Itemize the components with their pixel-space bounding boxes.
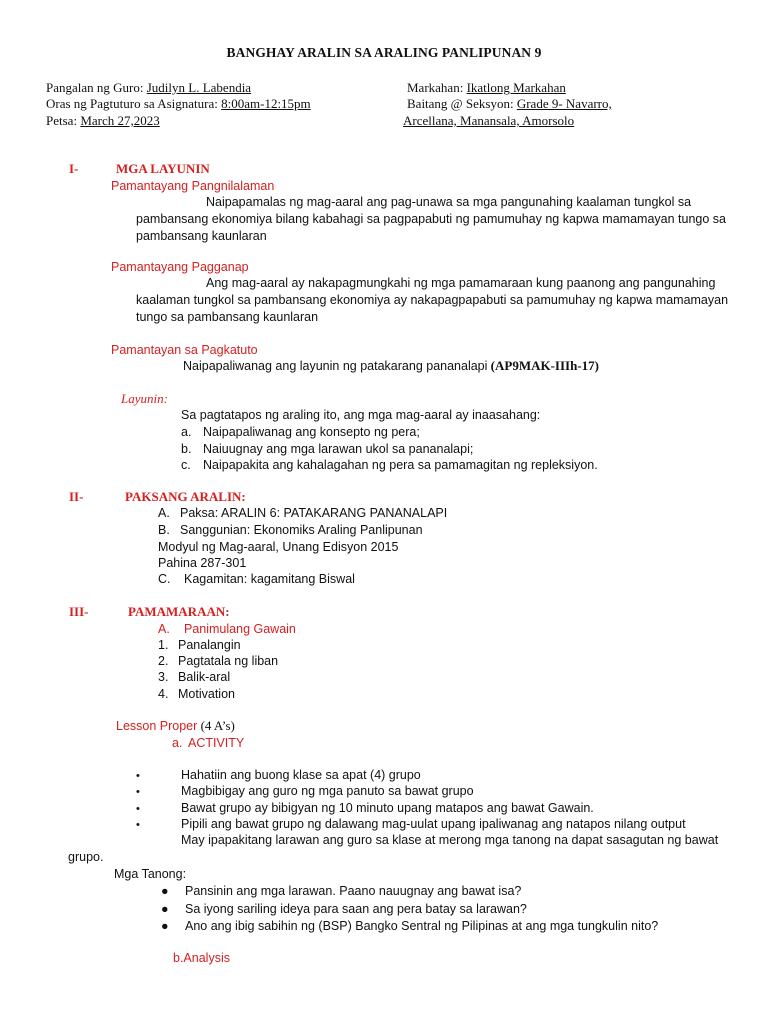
step-text: Balik-aral [178, 670, 231, 684]
bullet-text: Bawat grupo ay bibigyan ng 10 minuto upang matapos ang bawat Gawain. [181, 801, 594, 815]
date-label: Petsa: [46, 113, 78, 128]
performance-standard-line: Ang mag-aaral ay nakapagmungkahi ng mga pamamaraan kung paanong ang pangunahing [206, 276, 716, 290]
date-value: March 27,2023 [80, 113, 160, 128]
quarter-row [407, 80, 566, 96]
activity-bullet [136, 816, 686, 833]
step-number: 2. [158, 654, 169, 668]
objective-letter: c. [181, 458, 191, 472]
step-item [158, 653, 278, 669]
learning-standard-label: Pamantayan sa Pagkatuto [111, 343, 258, 357]
objectives-label: Layunin: [121, 391, 168, 406]
bullet-text: Pipili ang bawat grupo ng dalawang mag-uulat upang ipaliwanag ang natapos nilang output [181, 817, 686, 831]
performance-standard-label: Pamantayang Pagganap [111, 260, 249, 274]
activity-letter: a. [172, 736, 183, 750]
continuation-line-2: grupo. [68, 850, 104, 864]
performance-standard-line: tungo sa pambansang kaunlaran [136, 310, 319, 324]
activity-title: ACTIVITY [188, 736, 245, 750]
performance-standard-text [136, 275, 728, 326]
learning-standard-row [183, 358, 599, 374]
bullet-icon: • [136, 803, 140, 815]
step-number: 1. [158, 638, 169, 652]
learning-standard-code: (AP9MAK-IIIh-17) [490, 358, 599, 373]
quarter-value: Ikatlong Markahan [466, 80, 566, 95]
teacher-row [46, 80, 251, 96]
question-item [161, 901, 527, 917]
objective-item [181, 457, 598, 473]
activity-row [172, 735, 244, 751]
step-item [158, 686, 235, 702]
materials-row [158, 571, 355, 587]
topic-letter: A. [158, 506, 170, 520]
activity-bullet [136, 767, 421, 784]
section-2-number: II- [69, 489, 84, 504]
materials-text: Kagamitan: kagamitang Biswal [184, 572, 355, 586]
bullet-icon: ● [161, 919, 169, 933]
objective-text: Naiuugnay ang mga larawan ukol sa pananalapi; [203, 442, 474, 456]
content-standard-label: Pamantayang Pangnilalaman [111, 179, 275, 193]
step-number: 3. [158, 670, 169, 684]
question-text: Pansinin ang mga larawan. Paano nauugnay ang bawat isa? [185, 884, 522, 898]
section-3-number: III- [69, 604, 89, 619]
objective-item [181, 441, 473, 457]
section-2-title: PAKSANG ARALIN: [125, 489, 246, 504]
questions-label: Mga Tanong: [114, 867, 187, 881]
bullet-icon: ● [161, 884, 169, 898]
bullet-text: Magbibigay ang guro ng mga panuto sa bawat grupo [181, 784, 474, 798]
activity-bullet [136, 800, 594, 817]
grade-label: Baitang @ Seksyon: [407, 96, 514, 111]
reference-letter: B. [158, 523, 170, 537]
section-3-title: PAMAMARAAN: [128, 604, 230, 619]
time-row [46, 96, 311, 112]
document-title: BANGHAY ARALIN SA ARALING PANLIPUNAN 9 [226, 45, 542, 60]
grade-row [407, 96, 612, 112]
reference-text: Sanggunian: Ekonomiks Araling Panlipunan [180, 523, 423, 537]
performance-standard-line: kaalaman tungkol sa pambansang ekonomiya ay nakapagpapabuti sa pamumuhay ng kapwa mamamayan [136, 293, 729, 307]
step-text: Panalangin [178, 638, 241, 652]
step-text: Motivation [178, 687, 235, 701]
objective-text: Naipapaliwanag ang konsepto ng pera; [203, 425, 420, 439]
time-value: 8:00am-12:15pm [221, 96, 311, 111]
content-standard-line: pambansang ekonomiya bilang kabahagi sa pagpapabuti ng pamumuhay ng kapwa mamamayan tungo sa [136, 212, 726, 226]
preliminary-title: Panimulang Gawain [184, 622, 296, 636]
content-standard-line: pambansang kaunlaran [136, 229, 267, 243]
bullet-icon: • [136, 786, 140, 798]
activity-bullet [136, 783, 474, 800]
step-text: Pagtatala ng liban [178, 654, 279, 668]
question-text: Sa iyong sariling ideya para saan ang pera batay sa larawan? [185, 902, 527, 916]
grade-value-continued: Arcellana, Manansala, Amorsolo [403, 113, 575, 128]
reference-line-2: Modyul ng Mag-aaral, Unang Edisyon 2015 [158, 540, 399, 554]
bullet-text: Hahatiin ang buong klase sa apat (4) grupo [181, 768, 421, 782]
preliminary-activities-row [158, 621, 296, 637]
topic-text: Paksa: ARALIN 6: PATAKARANG PANANALAPI [180, 506, 448, 520]
time-label: Oras ng Pagtuturo sa Asignatura: [46, 96, 218, 111]
grade-value: Grade 9- Navarro, [516, 96, 612, 111]
bullet-icon: • [136, 770, 140, 782]
reference-row [158, 522, 423, 538]
objectives-intro: Sa pagtatapos ng araling ito, ang mga mag-aaral ay inaasahang: [181, 408, 541, 422]
question-text: Ano ang ibig sabihin ng (BSP) Bangko Sentral ng Pilipinas at ang mga tungkulin nito? [185, 919, 659, 933]
objective-text: Naipapakita ang kahalagahan ng pera sa pamamagitan ng repleksiyon. [203, 458, 598, 472]
teacher-label: Pangalan ng Guro: [46, 80, 144, 95]
lesson-proper-row [116, 718, 235, 734]
objective-letter: a. [181, 425, 192, 439]
step-item [158, 637, 241, 653]
bullet-icon: ● [161, 902, 169, 916]
section-1-title: MGA LAYUNIN [116, 161, 210, 176]
objective-item [181, 424, 420, 440]
date-row [46, 113, 160, 129]
content-standard-text [136, 194, 726, 245]
learning-standard-text: Naipapaliwanag ang layunin ng patakarang pananalapi [183, 359, 488, 373]
objective-letter: b. [181, 442, 192, 456]
reference-line-3: Pahina 287-301 [158, 556, 247, 570]
quarter-label: Markahan: [407, 80, 464, 95]
analysis-label: b.Analysis [173, 951, 230, 965]
lesson-proper-suffix: (4 A’s) [200, 718, 235, 733]
topic-row [158, 505, 447, 521]
section-1-number: I- [69, 161, 79, 176]
content-standard-line: Naipapamalas ng mag-aaral ang pag-unawa sa mga pangunahing kaalaman tungkol sa [206, 195, 692, 209]
step-number: 4. [158, 687, 169, 701]
lesson-proper-label: Lesson Proper [116, 719, 198, 733]
preliminary-letter: A. [158, 622, 170, 636]
continuation-line-1: May ipapakitang larawan ang guro sa klase at merong mga tanong na dapat sasagutan ng bawat [181, 833, 719, 847]
bullet-icon: • [136, 819, 140, 831]
step-item [158, 669, 230, 685]
materials-letter: C. [158, 572, 171, 586]
teacher-value: Judilyn L. Labendia [146, 80, 252, 95]
question-item [161, 918, 658, 934]
question-item [161, 883, 521, 899]
